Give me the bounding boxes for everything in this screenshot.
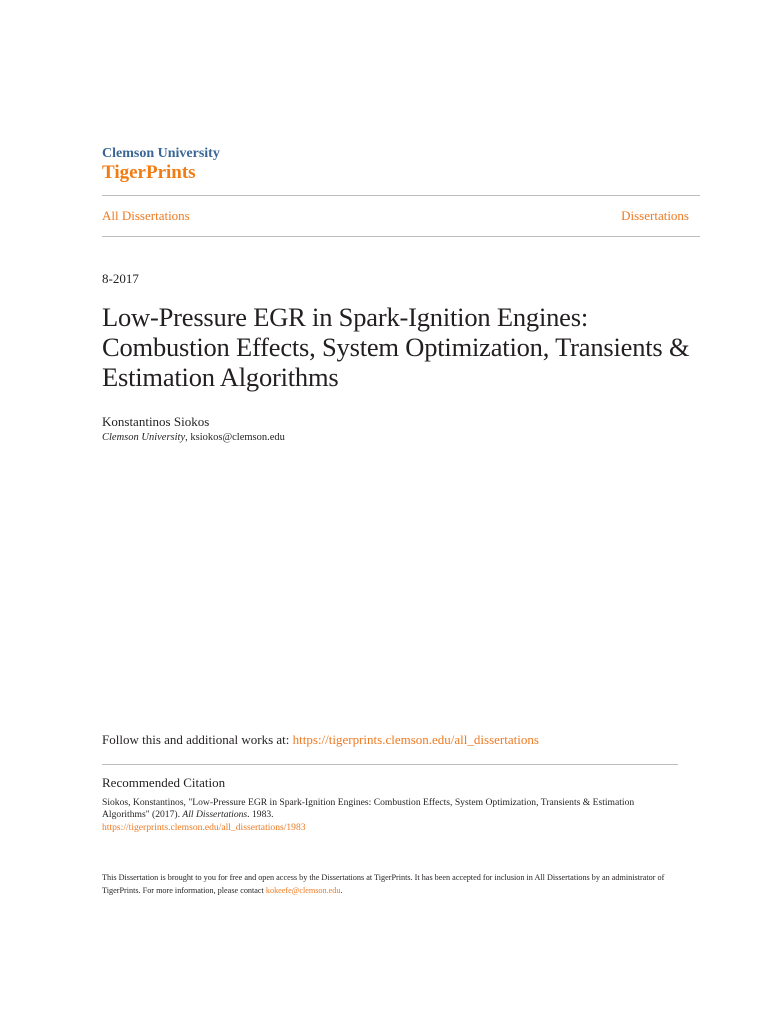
publication-date: 8-2017 [102, 271, 139, 286]
citation-number: . 1983. [247, 809, 274, 821]
follow-url-link[interactable]: https://tigerprints.clemson.edu/all_dissertations [292, 732, 539, 747]
notice-end: . [340, 885, 343, 895]
citation-text [102, 797, 662, 834]
dissertations-link[interactable]: Dissertations [621, 208, 689, 223]
author-name: Konstantinos Siokos [102, 414, 210, 429]
top-rule [102, 195, 700, 196]
access-notice [102, 872, 682, 897]
author-email: , ksiokos@clemson.edu [185, 432, 285, 443]
citation-series: All Dissertations [182, 809, 248, 821]
citation-rule [102, 764, 678, 765]
nav-rule [102, 236, 700, 237]
org-name: Clemson University [102, 146, 220, 161]
follow-label: Follow this and additional works at: [102, 732, 293, 747]
all-dissertations-link[interactable]: All Dissertations [102, 208, 190, 223]
follow-line [102, 732, 539, 748]
notice-text: This Dissertation is brought to you for free and open access by the Dissertations at TigerPrints. It has been accepted for inclusion in All Dissertations by an administrator of TigerPrints. For more information, please contact [102, 873, 665, 895]
citation-url-link[interactable]: https://tigerprints.clemson.edu/all_dissertations/1983 [102, 821, 306, 833]
affiliation-name: Clemson University [102, 432, 186, 443]
document-title: Low-Pressure EGR in Spark-Ignition Engines: Combustion Effects, System Optimization, Transients & Estimation Algorithms [102, 302, 690, 392]
recommended-citation-heading: Recommended Citation [102, 775, 226, 790]
citation-main: Siokos, Konstantinos, "Low-Pressure EGR in Spark-Ignition Engines: Combustion Effects, System Optimization, Transients & Estimation Algorithms" (2017). [102, 797, 635, 821]
author-affiliation [102, 432, 285, 443]
contact-email-link[interactable]: kokeefe@clemson.edu [265, 885, 341, 895]
repository-name[interactable]: TigerPrints [102, 162, 196, 183]
